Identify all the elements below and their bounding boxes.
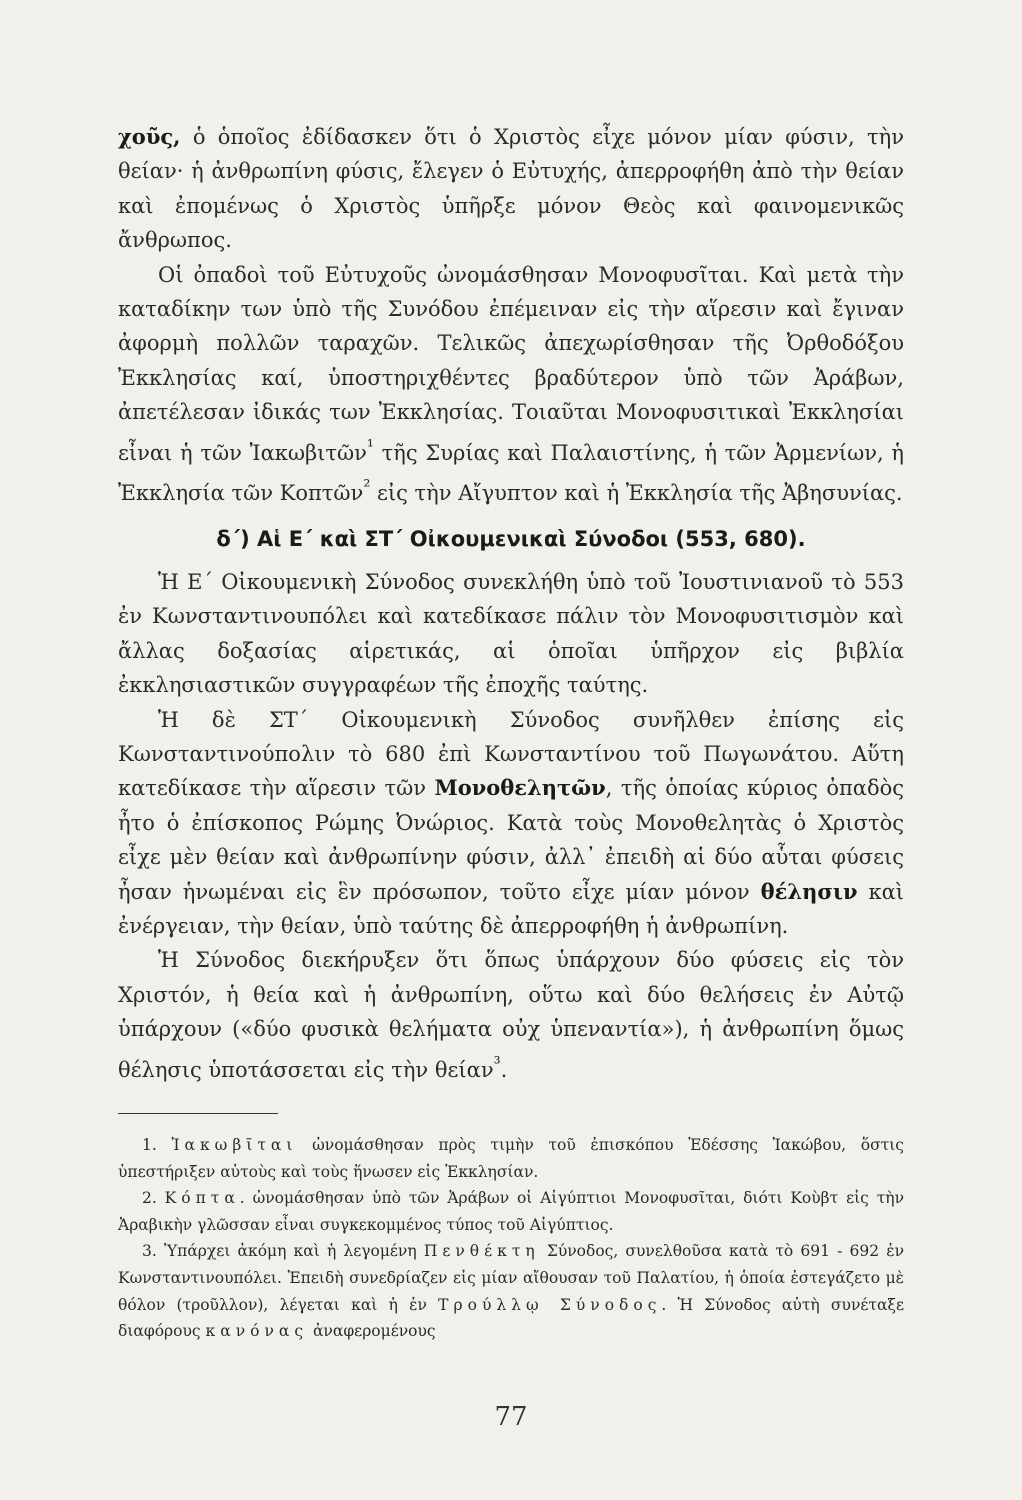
paragraph-3: Ἡ Ε΄ Οἰκουμενικὴ Σύνοδος συνεκλήθη ὑπὸ τοῦ Ἰουστινιανοῦ τὸ 553 ἐν Κωνσταντινουπόλει καὶ κατεδίκασε πάλιν τὸν Μονοφυσιτισμὸν καὶ ἄλλας δοξασίας αἱρετικάς, αἱ ὁποῖαι ὑπῆρχον εἰς βιβλία ἐκκλησιαστικῶν συγγραφέων τῆς ἐποχῆς ταύτης. [118,569,904,698]
footnote-3-term-3: κανόνας [205,1322,309,1341]
paragraph-4-text-b: , τῆς ὁποίας κύριος ὀπαδὸς ἦτο ὁ ἐπίσκοπος Ρώμης Ὀνώριος. Κατὰ τοὺς Μονοθελητὰς ὁ Χριστὸς εἶχε μὲν θείαν καὶ ἀνθρωπίνην φύσιν, ἀλλ᾽ ἐπειδὴ αἱ δύο αὗται φύσεις ἦσαν ἡνωμέναι εἰς ἓν πρόσωπον, τοῦτο εἶχε μίαν μόνον [118,776,904,904]
paragraph-4 [118,703,904,944]
footnote-1-term: Ἰακωβῖται [171,1136,298,1154]
paragraph-4-text-a: Ἡ δὲ ΣΤ΄ Οἰκουμενικὴ Σύνοδος συνῆλθεν ἐπίσης εἰς Κωνσταντινούπολιν τὸ 680 ἐπὶ Κωνσταντίνου τοῦ Πωγωνάτου. Αὕτη κατεδίκασε τὴν αἵρεσιν τῶν [118,707,904,801]
section-heading: δ΄) Αἱ Ε΄ καὶ ΣΤ΄ Οἰκουμενικαὶ Σύνοδοι (553, 680). [216,527,806,552]
paragraph-1-text: ὁ ὁποῖος ἐδίδασκεν ὅτι ὁ Χριστὸς εἶχε μόνον μίαν φύσιν, τὴν θείαν· ἡ ἀνθρωπίνη φύσις, ἔλεγεν ὁ Εὐτυχής, ἀπερροφήθη ἀπὸ τὴν θείαν καὶ ἐπομένως ὁ Χριστὸς ὑπῆρξε μόνον Θεὸς καὶ φαινομενικῶς ἄνθρωπος. [118,125,904,253]
paragraph-2-text-c: εἰς τὴν Αἴγυπτον καὶ ἡ Ἐκκλησία τῆς Ἀβησυνίας. [370,481,903,506]
footnote-2-number: 2. [142,1189,165,1208]
footnote-1 [118,1132,904,1185]
footnote-1-text: ὠνομάσθησαν πρὸς τιμὴν τοῦ ἐπισκόπου Ἐδέσσης Ἰακώβου, ὅστις ὑπεστήριξεν αὐτοὺς καὶ τοὺς ἥνωσεν εἰς Ἐκκλησίαν. [118,1136,904,1181]
footnote-1-number: 1. [142,1136,172,1154]
footnotes [118,1132,904,1345]
paragraph-2-text-a: Οἱ ὀπαδοὶ τοῦ Εὐτυχοῦς ὠνομάσθησαν Μονοφυσῖται. Καὶ μετὰ τὴν καταδίκην των ὑπὸ τῆς Συνόδου ἐπέμειναν εἰς τὴν αἵρεσιν καὶ ἔγιναν ἀφορμὴ πολλῶν ταραχῶν. Τελικῶς ἀπεχωρίσθησαν τῆς Ὀρθοδόξου Ἐκκλησίας καί, ὑποστηριχθέντες βραδύτερον ὑπὸ τῶν Ἀράβων, ἀπετέλεσαν ἰδικάς των Ἐκκλησίας. Τοιαῦται Μονοφυσιτικαὶ Ἐκκλησίαι εἶναι ἡ τῶν Ἰακωβιτῶν [118,262,904,465]
footnote-2 [118,1185,904,1238]
footnote-3-text-c: . Ἡ Σύνοδος αὐτὴ συνέταξε διαφόρους [118,1295,905,1341]
paragraph-4-bold-1: Μονοθελητῶν [434,775,606,801]
footnote-2-term: Κόπτα [164,1189,240,1208]
paragraph-2-text-b: τῆς Συρίας καὶ Παλαιστίνης, ἡ τῶν Ἀρμενίων, ἡ Ἐκκλησία τῶν Κοπτῶν [118,440,904,506]
paragraph-1 [118,120,904,258]
paragraph-1-lead: χοῦς, [118,124,181,149]
footnote-3-number: 3. [142,1242,164,1261]
footnote-3 [118,1238,904,1344]
footnote-3-term-1: Πενθέκτη [423,1242,540,1261]
paragraph-2 [118,258,904,511]
paragraph-5-text-a: Ἡ Σύνοδος διεκήρυξεν ὅτι ὅπως ὑπάρχουν δύο φύσεις εἰς τὸν Χριστόν, ἡ θεία καὶ ἡ ἀνθρωπίνη, οὕτω καὶ δύο θελήσεις ἐν Αὐτῷ ὑπάρχουν («δύο φυσικὰ θελήματα οὐχ ὑπεναντία»), ἡ ἀνθρωπίνη ὅμως θέλησις ὑποτάσσεται εἰς τὴν θείαν [118,948,904,1082]
paragraph-5-text-b: . [500,1057,508,1082]
footnote-3-text-a: Ὑπάρχει ἀκόμη καὶ ἡ λεγομένη [163,1242,424,1261]
main-text [118,120,904,1087]
footnote-divider [118,1113,278,1114]
paragraph-4-bold-2: θέλησιν [760,878,858,904]
footnote-ref-1: ¹ [366,436,374,457]
paragraph-4-text-c: καὶ ἐνέργειαν, τὴν θείαν, ὑπὸ ταύτης δὲ ἀπερροφήθη ἡ ἀνθρωπίνη. [118,879,905,938]
footnote-ref-3: ³ [493,1053,501,1074]
footnote-3-text-d: ἀναφερομένους [308,1322,436,1341]
paragraph-5 [118,943,904,1087]
footnote-2-text: . ὠνομάσθησαν ὑπὸ τῶν Ἀράβων οἱ Αἰγύπτιοι Μονοφυσῖται, διότι Κοὺβτ εἰς τὴν Ἀραβικὴν γλῶσσαν εἶναι συγκεκομμένος τύπος τοῦ Αἰγύπτιος. [118,1189,904,1234]
footnote-ref-2: ² [363,477,371,498]
footnote-3-text-b: Σύνοδος, συνελθοῦσα κατὰ τὸ 691 - 692 ἐν Κωνσταντινουπόλει. Ἐπειδὴ συνεδρίαζεν εἰς μίαν αἴθουσαν τοῦ Παλατίου, ἡ ὁποία ἐστεγάζετο μὲ θόλον (τροῦλλον), λέγεται καὶ ἡ ἐν [118,1242,905,1314]
footnote-3-term-2: Τρούλλῳ Σύνοδος [438,1295,662,1314]
page-number: 77 [494,1402,528,1432]
